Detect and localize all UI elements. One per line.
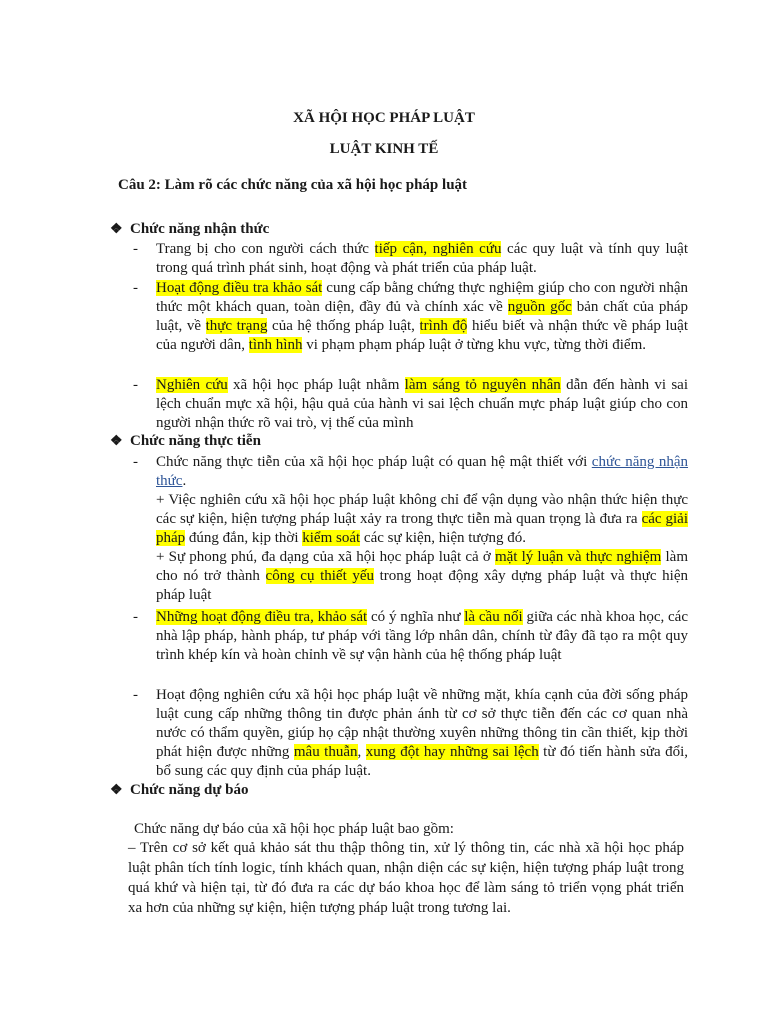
section-forecast-heading [110,782,248,799]
highlight: kiểm soát [302,530,361,546]
list-item-text: Những hoạt động điều tra, khảo sát có ý nghĩa như là cầu nối giữa các nhà khoa học, các nhà lập pháp, hành pháp, tư pháp với tầng lớp nhân dân, chính từ đây đã tạo ra một quy trình khép kín và hoàn chỉnh về sự vận hành của hệ thống pháp luật [156,609,688,663]
highlight: Nghiên cứu [156,377,228,393]
list-item-text: Nghiên cứu xã hội học pháp luật nhằm làm sáng tỏ nguyên nhân dẫn đến hành vi sai lệch chuẩn mực xã hội, hậu quả của hành vi sai lệch chuẩn mực pháp luật giúp cho con người nhận thức rõ vai trò, vị thế của mình [156,377,688,431]
highlight: thực trạng [205,318,268,334]
list-item [133,240,688,278]
highlight: tiếp cận, nghiên cứu [374,241,502,257]
section-cognitive-heading [110,221,269,238]
highlight: Những hoạt động điều tra, khảo sát [156,609,368,625]
dash-bullet: - [133,280,138,296]
list-item [133,376,688,433]
highlight: nguồn gốc [507,299,572,315]
list-item-text: Chức năng thực tiễn của xã hội học pháp luật có quan hệ mật thiết với chức năng nhận thức. + Việc nghiên cứu xã hội học pháp luật không chỉ để vận dụng vào nhận thức hiện thực các sự kiện, hiện tượng pháp luật xảy ra trong thực tiễn mà quan trọng là đưa ra các giải pháp đúng đắn, kịp thời kiểm soát các sự kiện, hiện tượng đó. + Sự phong phú, đa dạng của xã hội học pháp luật cả ở mặt lý luận và thực nghiệm làm cho nó trở thành công cụ thiết yếu trong hoạt động xây dựng pháp luật và thực hiện pháp luật [156,454,689,603]
highlight: các giải pháp [156,511,689,546]
list-item-text: Trang bị cho con người cách thức tiếp cận, nghiên cứu các quy luật và tính quy luật trong quá trình phát sinh, hoạt động và phát triển của pháp luật. [156,241,689,276]
list-item [133,453,688,605]
forecast-intro: Chức năng dự báo của xã hội học pháp luật bao gồm: [134,821,454,837]
highlight: xung đột hay những sai lệch [365,744,539,760]
list-item-text: Hoạt động nghiên cứu xã hội học pháp luật về những mặt, khía cạnh của đời sống pháp luật cung cấp những thông tin được phản ánh từ cơ sở thực tiễn đến các cơ quan nhà nước có thẩm quyền, giúp họ cập nhật thường xuyên những thông tin cần thiết, kịp thời phát hiện được những mâu thuẫn, xung đột hay những sai lệch từ đó tiến hành sửa đổi, bổ sung các quy định của pháp luật. [156,687,689,779]
dash-bullet: - [133,454,138,470]
dash-bullet: - [133,377,138,393]
question-heading: Câu 2: Làm rõ các chức năng của xã hội học pháp luật [118,177,468,193]
highlight: mặt lý luận và thực nghiệm [494,549,662,565]
dash-bullet: - [133,241,138,257]
highlight: mâu thuẫn [293,744,358,760]
diamond-bullet-icon: ❖ [110,783,123,798]
list-item [133,686,688,781]
document-title: XÃ HỘI HỌC PHÁP LUẬT [293,110,475,126]
document-subtitle: LUẬT KINH TẾ [329,141,439,157]
diamond-bullet-icon: ❖ [110,222,123,237]
list-item-text: Hoạt động điều tra khảo sát cung cấp bằng chứng thực nghiệm giúp cho con người nhận thức một khách quan, toàn diện, đầy đủ và chính xác về nguồn gốc bản chất của pháp luật, về thực trạng của hệ thống pháp luật, trình độ hiểu biết và nhận thức về pháp luật của người dân, tình hình vi phạm phạm pháp luật ở từng khu vực, từng thời điểm. [156,280,688,353]
diamond-bullet-icon: ❖ [110,434,123,449]
section-heading-text: Chức năng nhận thức [130,221,270,237]
highlight: Hoạt động điều tra khảo sát [156,280,323,296]
section-practical-heading [110,433,261,450]
related-function-link[interactable]: chức năng nhận thức [156,454,689,489]
highlight: là cầu nối [464,609,523,625]
highlight: tình hình [248,337,303,353]
forecast-body: – Trên cơ sở kết quả khảo sát thu thập thông tin, xử lý thông tin, các nhà xã hội học pháp luật phân tích tính logic, tính khách quan, nhận diện các sự kiện, hiện tượng pháp luật trong quá khứ và hiện tại, từ đó đưa ra các dự báo khoa học để làm sáng tỏ triển vọng phát triển xa hơn của những sự kiện, hiện tượng pháp luật trong tương lai. [128,840,684,916]
list-item [133,279,688,355]
highlight: làm sáng tỏ nguyên nhân [404,377,561,393]
highlight: công cụ thiết yếu [265,568,375,584]
section-heading-text: Chức năng dự báo [130,782,249,798]
highlight: trình độ [419,318,468,334]
list-item [133,608,688,665]
dash-bullet: - [133,609,138,625]
section-heading-text: Chức năng thực tiễn [130,433,261,449]
dash-bullet: - [133,687,138,703]
